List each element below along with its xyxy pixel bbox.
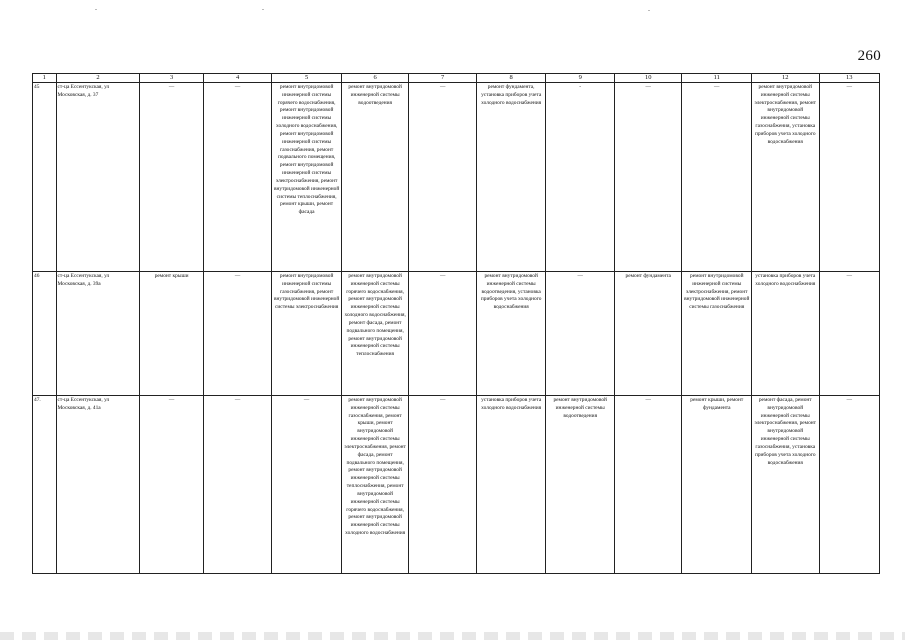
cell-dash: —: [203, 83, 272, 272]
works-cell: ремонт внутридомовой инженерной системы водоотведения: [341, 83, 409, 272]
page-number: 260: [857, 48, 881, 64]
works-cell: ремонт фасада, ремонт внутридомовой инженерной системы электроснабжения, ремонт внутридомовой инженерной системы газоснабжения, установка приборов учета холодного водоснабжения: [752, 396, 820, 574]
col-header: 12: [752, 74, 820, 83]
cell-dash: —: [614, 396, 682, 574]
cell-dash: —: [819, 396, 879, 574]
works-cell: ремонт внутридомовой инженерной системы электроснабжения, ремонт внутридомовой инженерной системы газоснабжения, установка приборов учета холодного водоснабжения: [752, 83, 820, 272]
col-header: 8: [476, 74, 546, 83]
works-cell: ремонт фундамента, установка приборов учета холодного водоснабжения: [476, 83, 546, 272]
works-cell: ремонт крыши: [140, 272, 203, 396]
cell-dash: —: [409, 272, 477, 396]
scan-speck: [95, 9, 97, 10]
works-cell: ремонт внутридомовой инженерной системы газоснабжения, ремонт внутридомовой инженерной системы электроснабжения: [272, 272, 342, 396]
cell-dot: -: [546, 83, 615, 272]
works-cell: ремонт внутридомовой инженерной системы горячего водоснабжения, ремонт внутридомовой инженерной системы холодного водоснабжения, ремонт фасада, ремонт подвального помещения, ремонт внутридомовой инженерной системы теплоснабжения: [341, 272, 409, 396]
col-header: 1: [33, 74, 57, 83]
works-cell: ремонт фундамента: [614, 272, 682, 396]
works-cell: ремонт внутридомовой инженерной системы газоснабжения, ремонт крыши, ремонт внутридомовой инженерной системы электроснабжения, ремонт фасада, ремонт подвального помещения, ремонт внутридомовой инженерной системы теплоснабжения, ремонт внутридомовой инженерной системы горячего водоснабжения, ремонт внутридомовой инженерной системы холодного водоснабжения: [341, 396, 409, 574]
cell-dash: —: [409, 83, 477, 272]
col-header: 7: [409, 74, 477, 83]
table-row: [33, 83, 880, 272]
address-cell: ст-ца Ессентукская, ул Московская, д. 39а: [56, 272, 140, 396]
repair-schedule-table: [32, 73, 880, 574]
cell-dash: —: [203, 272, 272, 396]
col-header: 4: [203, 74, 272, 83]
cell-dash: —: [140, 83, 203, 272]
cell-dash: —: [140, 396, 203, 574]
row-number: 47.: [33, 396, 57, 574]
table-row: [33, 272, 880, 396]
works-cell: ремонт внутридомовой инженерной системы электроснабжения, ремонт внутридомовой инженерной системы газоснабжения: [682, 272, 752, 396]
col-header: 13: [819, 74, 879, 83]
cell-dash: —: [682, 83, 752, 272]
col-header: 11: [682, 74, 752, 83]
table-row: [33, 396, 880, 574]
row-number: 46: [33, 272, 57, 396]
col-header: 3: [140, 74, 203, 83]
col-header: 6: [341, 74, 409, 83]
col-header: 9: [546, 74, 615, 83]
col-header: 5: [272, 74, 342, 83]
col-header: 10: [614, 74, 682, 83]
row-number: 45: [33, 83, 57, 272]
cell-dash: —: [203, 396, 272, 574]
cell-dash: —: [614, 83, 682, 272]
address-cell: ст-ца Ессентукская, ул Московская, д. 37: [56, 83, 140, 272]
cell-dash: —: [272, 396, 342, 574]
column-number-row: [33, 74, 880, 83]
scan-speck: [648, 10, 650, 11]
works-cell: установка приборов учета холодного водоснабжения: [476, 396, 546, 574]
works-cell: ремонт внутридомовой инженерной системы горячего водоснабжения, ремонт внутридомовой инженерной системы холодного водоснабжения, ремонт внутридомовой инженерной системы газоснабжения, ремонт подвального помещения, ремонт внутридомовой инженерной системы электроснабжения, ремонт внутридомовой инженерной системы теплоснабжения, ремонт крыши, ремонт фасада: [272, 83, 342, 272]
works-cell: ремонт крыши, ремонт фундамента: [682, 396, 752, 574]
cell-dash: —: [546, 272, 615, 396]
cell-dash: —: [819, 272, 879, 396]
works-cell: ремонт внутридомовой инженерной системы водоотведения, установка приборов учета холодного водоснабжения: [476, 272, 546, 396]
works-cell: установка приборов учета холодного водоснабжения: [752, 272, 820, 396]
cell-dash: —: [409, 396, 477, 574]
col-header: 2: [56, 74, 140, 83]
address-cell: ст-ца Ессентукская, ул Московская, д. 41а: [56, 396, 140, 574]
scan-artifact-strip: [0, 632, 905, 640]
cell-dash: —: [819, 83, 879, 272]
scan-speck: [262, 9, 264, 10]
works-cell: ремонт внутридомовой инженерной системы водоотведения: [546, 396, 615, 574]
